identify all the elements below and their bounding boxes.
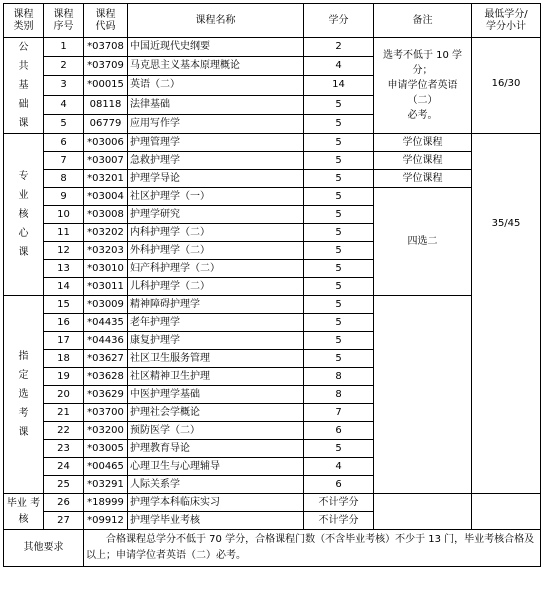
category-public: 公 共 基 础 课	[4, 38, 44, 134]
course-name-cell: 社区卫生服务管理	[128, 350, 304, 368]
code-cell: *03629	[84, 386, 128, 404]
credit-cell: 5	[304, 134, 374, 152]
table-row	[4, 134, 541, 152]
seq-cell: 14	[44, 278, 84, 296]
course-name-cell: 预防医学（二）	[128, 422, 304, 440]
course-name-cell: 护理学毕业考核	[128, 512, 304, 530]
header-row	[4, 4, 541, 38]
credit-cell: 8	[304, 368, 374, 386]
course-name-cell: 护理学本科临床实习	[128, 494, 304, 512]
credit-cell: 5	[304, 114, 374, 133]
table-row	[4, 296, 541, 314]
seq-cell: 23	[44, 440, 84, 458]
code-cell: 06779	[84, 114, 128, 133]
code-cell: *03005	[84, 440, 128, 458]
course-name-cell: 社区精神卫生护理	[128, 368, 304, 386]
seq-cell: 6	[44, 134, 84, 152]
seq-cell: 3	[44, 76, 84, 95]
credit-cell: 5	[304, 188, 374, 206]
public-note: 选考不低于 10 学分； 申请学位者英语（二） 必考。	[374, 38, 472, 134]
table-row	[4, 152, 541, 170]
code-cell: *00465	[84, 458, 128, 476]
code-cell: *03200	[84, 422, 128, 440]
code-cell: *03700	[84, 404, 128, 422]
code-cell: *03628	[84, 368, 128, 386]
code-cell: *03011	[84, 278, 128, 296]
seq-cell: 16	[44, 314, 84, 332]
course-name-cell: 中国近现代史纲要	[128, 38, 304, 57]
header-min-credit: 最低学分/ 学分小计	[472, 4, 541, 38]
credit-cell: 5	[304, 314, 374, 332]
credit-cell: 5	[304, 296, 374, 314]
seq-cell: 24	[44, 458, 84, 476]
category-graduation: 毕业 考核	[4, 494, 44, 530]
category-elective: 指 定 选 考 课	[4, 296, 44, 494]
course-plan-table	[3, 3, 541, 567]
course-name-cell: 马克思主义基本原理概论	[128, 57, 304, 76]
elective-note-empty	[374, 296, 472, 494]
code-cell: *03201	[84, 170, 128, 188]
course-name-cell: 护理学研究	[128, 206, 304, 224]
seq-cell: 22	[44, 422, 84, 440]
code-cell: *03004	[84, 188, 128, 206]
seq-cell: 10	[44, 206, 84, 224]
credit-cell: 5	[304, 242, 374, 260]
seq-cell: 11	[44, 224, 84, 242]
code-cell: *04436	[84, 332, 128, 350]
seq-cell: 5	[44, 114, 84, 133]
course-name-cell: 护理社会学概论	[128, 404, 304, 422]
seq-cell: 26	[44, 494, 84, 512]
header-credit: 学分	[304, 4, 374, 38]
seq-cell: 1	[44, 38, 84, 57]
seq-cell: 20	[44, 386, 84, 404]
seq-cell: 2	[44, 57, 84, 76]
degree-course-note: 学位课程	[374, 152, 472, 170]
credit-cell: 4	[304, 458, 374, 476]
degree-course-note: 学位课程	[374, 170, 472, 188]
header-note: 备注	[374, 4, 472, 38]
course-name-cell: 护理管理学	[128, 134, 304, 152]
code-cell: *03203	[84, 242, 128, 260]
graduation-note-empty	[374, 494, 472, 530]
code-cell: *00015	[84, 76, 128, 95]
category-core: 专 业 核 心 课	[4, 134, 44, 296]
code-cell: *03709	[84, 57, 128, 76]
course-name-cell: 应用写作学	[128, 114, 304, 133]
credit-cell: 5	[304, 152, 374, 170]
course-name-cell: 护理学导论	[128, 170, 304, 188]
seq-cell: 12	[44, 242, 84, 260]
course-name-cell: 中医护理学基础	[128, 386, 304, 404]
code-cell: 08118	[84, 95, 128, 114]
course-name-cell: 护理教育导论	[128, 440, 304, 458]
degree-course-note: 学位课程	[374, 134, 472, 152]
seq-cell: 13	[44, 260, 84, 278]
table-row	[4, 38, 541, 57]
course-name-cell: 英语（二）	[128, 76, 304, 95]
header-seq: 课程 序号	[44, 4, 84, 38]
course-name-cell: 法律基础	[128, 95, 304, 114]
choose-two-note: 四选二	[374, 188, 472, 296]
header-category: 课程 类别	[4, 4, 44, 38]
credit-cell: 5	[304, 278, 374, 296]
credit-cell: 2	[304, 38, 374, 57]
credit-cell: 5	[304, 170, 374, 188]
code-cell: *03010	[84, 260, 128, 278]
code-cell: *03008	[84, 206, 128, 224]
seq-cell: 4	[44, 95, 84, 114]
seq-cell: 19	[44, 368, 84, 386]
code-cell: *09912	[84, 512, 128, 530]
credit-cell: 不计学分	[304, 494, 374, 512]
code-cell: *04435	[84, 314, 128, 332]
credit-cell: 5	[304, 224, 374, 242]
course-name-cell: 妇产科护理学（二）	[128, 260, 304, 278]
credit-cell: 6	[304, 422, 374, 440]
credit-cell: 不计学分	[304, 512, 374, 530]
header-name: 课程名称	[128, 4, 304, 38]
seq-cell: 18	[44, 350, 84, 368]
table-row	[4, 188, 541, 206]
code-cell: *03007	[84, 152, 128, 170]
table-row	[4, 170, 541, 188]
seq-cell: 25	[44, 476, 84, 494]
course-name-cell: 心理卫生与心理辅导	[128, 458, 304, 476]
course-name-cell: 精神障碍护理学	[128, 296, 304, 314]
course-name-cell: 康复护理学	[128, 332, 304, 350]
min-credit-core: 35/45	[472, 134, 541, 494]
seq-cell: 9	[44, 188, 84, 206]
credit-cell: 5	[304, 260, 374, 278]
code-cell: *18999	[84, 494, 128, 512]
table-row	[4, 494, 541, 512]
course-name-cell: 儿科护理学（二）	[128, 278, 304, 296]
seq-cell: 8	[44, 170, 84, 188]
course-name-cell: 急救护理学	[128, 152, 304, 170]
credit-cell: 14	[304, 76, 374, 95]
credit-cell: 8	[304, 386, 374, 404]
credit-cell: 5	[304, 440, 374, 458]
course-name-cell: 外科护理学（二）	[128, 242, 304, 260]
header-code: 课程 代码	[84, 4, 128, 38]
code-cell: *03009	[84, 296, 128, 314]
other-requirements-text: 合格课程总学分不低于 70 学分，合格课程门数（不含毕业考核）不少于 13 门，毕业考核合格及以上；申请学位者英语（二）必考。	[84, 530, 541, 567]
other-requirements-row	[4, 530, 541, 567]
course-name-cell: 内科护理学（二）	[128, 224, 304, 242]
credit-cell: 5	[304, 206, 374, 224]
code-cell: *03202	[84, 224, 128, 242]
graduation-min-credit-empty	[472, 494, 541, 530]
credit-cell: 4	[304, 57, 374, 76]
credit-cell: 6	[304, 476, 374, 494]
course-name-cell: 老年护理学	[128, 314, 304, 332]
credit-cell: 7	[304, 404, 374, 422]
course-name-cell: 社区护理学（一）	[128, 188, 304, 206]
code-cell: *03291	[84, 476, 128, 494]
other-requirements-label: 其他要求	[4, 530, 84, 567]
code-cell: *03708	[84, 38, 128, 57]
seq-cell: 15	[44, 296, 84, 314]
credit-cell: 5	[304, 332, 374, 350]
min-credit-public: 16/30	[472, 38, 541, 134]
course-name-cell: 人际关系学	[128, 476, 304, 494]
seq-cell: 17	[44, 332, 84, 350]
seq-cell: 27	[44, 512, 84, 530]
credit-cell: 5	[304, 95, 374, 114]
credit-cell: 5	[304, 350, 374, 368]
code-cell: *03627	[84, 350, 128, 368]
seq-cell: 7	[44, 152, 84, 170]
seq-cell: 21	[44, 404, 84, 422]
code-cell: *03006	[84, 134, 128, 152]
